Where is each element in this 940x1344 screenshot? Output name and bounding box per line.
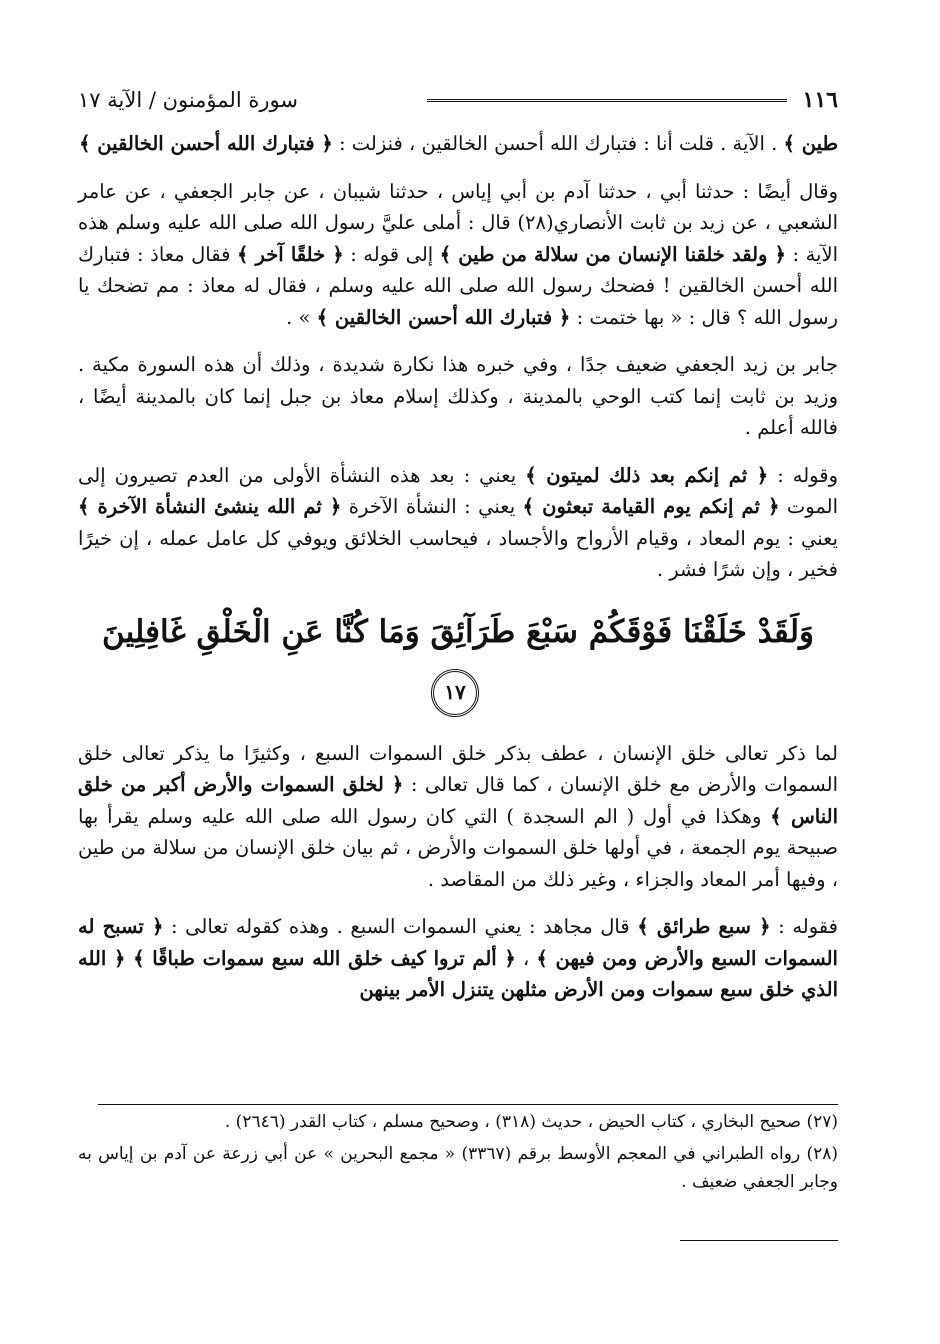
text-span: وقوله :	[768, 463, 838, 487]
commentary-section-1	[78, 128, 838, 586]
verse-number-medallion: ١٧	[431, 669, 479, 717]
commentary-section-2	[78, 738, 838, 1006]
quran-quote: ﴿ فتبارك الله أحسن الخالقين ﴾	[316, 305, 571, 329]
paragraph	[78, 128, 838, 160]
quran-quote: ﴿ ثم الله ينشئ النشأة الآخرة ﴾	[78, 495, 342, 518]
text-span: قال : أملى عليَّ رسول الله صلى الله عليه وسلم هذه الآية :	[78, 211, 838, 266]
quran-quote: طين ﴾	[783, 132, 838, 155]
verse-text: وَلَقَدْ خَلَقْنَا فَوْقَكُمْ سَبْعَ طَرَآئِقَ وَمَا كُنَّا عَنِ الْخَلْقِ غَافِلِينَ	[101, 613, 815, 650]
footnote-28: (٢٨) رواه الطبراني في المعجم الأوسط برقم (٣٣٦٧) « مجمع البحرين » عن أبي زرعة عن آدم بن إياس به وجابر الجعفي ضعيف .	[78, 1144, 838, 1192]
text-span: وقال أيضًا : حدثنا أبي ، حدثنا آدم بن أبي إياس ، حدثنا شيبان ، عن جابر الجعفي ، عن عامر الشعبي ، عن زيد بن ثابت الأنصاري	[78, 179, 838, 234]
quran-quote: ﴿ تسبح له السموات السبع والأرض ومن فيهن ﴾	[78, 915, 838, 970]
quran-quote: ﴿ خلقًا آخر ﴾	[236, 242, 344, 266]
text-span: قال مجاهد : يعني السموات السبع . وهذه كقوله تعالى :	[163, 915, 638, 938]
footnote-end-rule	[680, 1240, 838, 1241]
quran-quote: ﴿ ثم إنكم بعد ذلك لميتون ﴾	[525, 463, 769, 487]
text-span: يعني : النشأة الآخرة	[341, 495, 523, 518]
text-span: » .	[286, 305, 317, 329]
paragraph	[78, 460, 838, 586]
text-span: لما ذكر تعالى خلق الإنسان ، عطف بذكر خلق السموات السبع ، وكثيرًا ما يذكر تعالى خلق السموات والأرض مع خلق الإنسان ، كما قال تعالى :	[78, 741, 839, 796]
quran-verse	[78, 602, 838, 722]
quran-quote: ﴿ لخلق السموات والأرض أكبر من خلق الناس ﴾	[78, 773, 838, 828]
text-span: ،	[515, 946, 537, 970]
page	[78, 80, 838, 1022]
paragraph	[78, 349, 838, 444]
text-span: وهكذا في أول ( الم السجدة ) التي كان رسول الله صلى الله عليه وسلم يقرأ بها صبيحة يوم الجمعة ، في أولها خلق السموات والأرض ، ثم بيان خلق الإنسان من سلالة من طين ، وفيها أمر المعاد والجزاء ، وغير ذلك من المقاصد .	[78, 804, 838, 891]
quran-quote: ﴿ سبع طرائق ﴾	[637, 915, 771, 938]
text-span: . الآية . قلت أنا : فتبارك الله أحسن الخالقين ، فنزلت :	[332, 132, 784, 155]
surah-title: سورة المؤمنون / الآية ١٧	[78, 88, 298, 112]
text-span: إلى قوله :	[343, 242, 440, 266]
running-header	[78, 80, 838, 120]
quran-quote: ﴿ ثم إنكم يوم القيامة تبعثون ﴾	[522, 495, 780, 518]
text-span: يعني : بعد هذه النشأة الأولى من العدم تصيرون إلى الموت	[78, 463, 838, 518]
paragraph	[78, 176, 838, 334]
quran-quote: ﴿ ولقد خلقنا الإنسان من سلالة من طين ﴾	[439, 242, 786, 266]
footnotes	[78, 1108, 838, 1200]
quran-quote: ﴿ فتبارك الله أحسن الخالقين ﴾	[79, 132, 333, 155]
text-span: (٢٨)	[517, 211, 554, 234]
footnote-27: (٢٧) صحيح البخاري ، كتاب الحيض ، حديث (٣١٨) ، وصحيح مسلم ، كتاب القدر (٢٦٤٦) .	[224, 1112, 838, 1132]
commentary-body	[78, 128, 838, 1006]
text-span: فقوله :	[770, 915, 838, 938]
header-rule	[427, 99, 787, 102]
footnote-separator	[98, 1104, 838, 1105]
text-span: يعني : يوم المعاد ، وقيام الأرواح والأجساد ، فيحاسب الخلائق ويوفي كل عامل عمله ، إن خيرًا فخير ، وإن شرًا فشر .	[78, 526, 838, 581]
paragraph	[78, 738, 838, 896]
page-number: ١١٦	[802, 87, 838, 113]
text-span: فقال معاذ : فتبارك الله أحسن الخالقين ! فضحك رسول الله صلى الله عليه وسلم ، فقال له معاذ : مم تضحك يا رسول الله ؟ قال : « بها ختمت :	[78, 242, 838, 329]
paragraph	[78, 911, 838, 1006]
quran-quote: ﴿ ألم تروا كيف خلق الله سبع سموات طباقًا ﴾ ﴿ الله الذي خلق سبع سموات ومن الأرض مثلهن يتنزل الأمر بينهن	[78, 946, 838, 1001]
text-span: جابر بن زيد الجعفي ضعيف جدًا ، وفي خبره هذا نكارة شديدة ، وذلك أن هذه السورة مكية . وزيد بن ثابت إنما كتب الوحي بالمدينة ، وكذلك إسلام معاذ بن جبل إنما كان بالمدينة أيضًا ، فالله أعلم .	[78, 353, 838, 439]
